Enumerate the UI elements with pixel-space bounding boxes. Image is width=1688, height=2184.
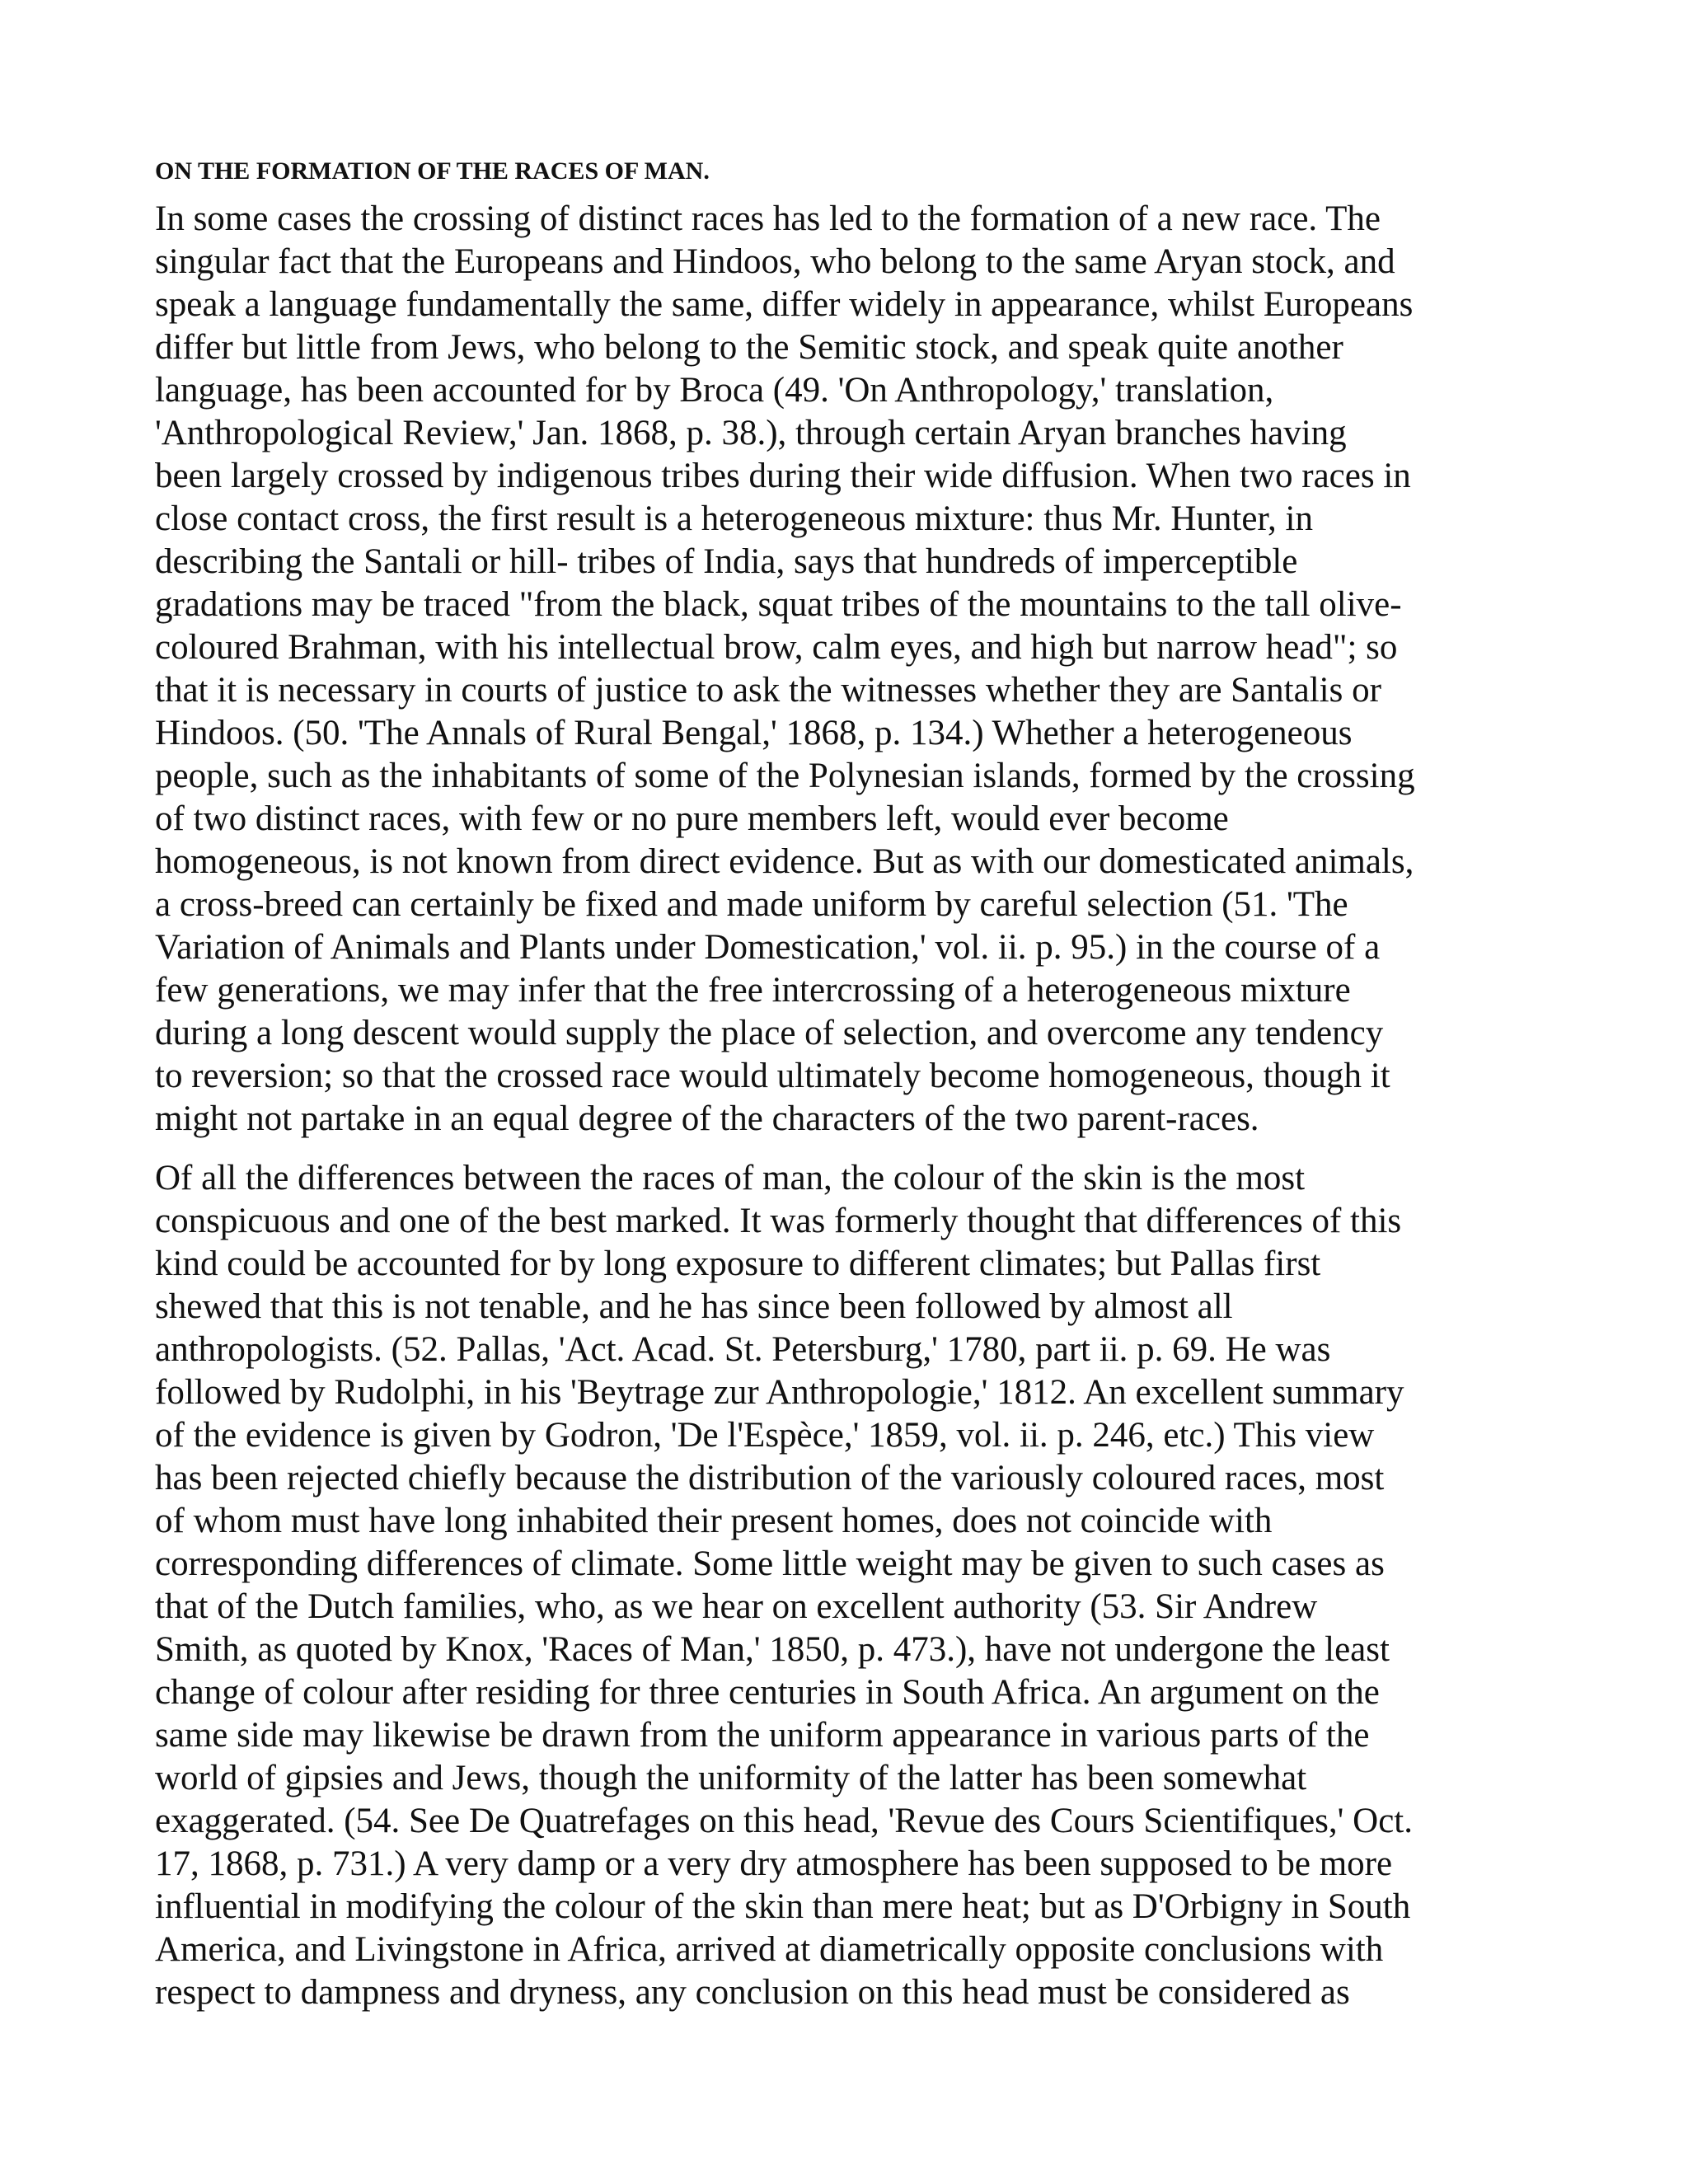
- text-line: gradations may be traced "from the black, squat tribes of the mountains to the tall olive-: [155, 585, 1402, 624]
- text-line: few generations, we may infer that the free intercrossing of a heterogeneous mixture: [155, 971, 1351, 1010]
- text-line: that it is necessary in courts of justice to ask the witnesses whether they are Santalis or: [155, 671, 1381, 710]
- text-line: homogeneous, is not known from direct evidence. But as with our domesticated animals,: [155, 842, 1414, 881]
- text-line: America, and Livingstone in Africa, arrived at diametrically opposite conclusions with: [155, 1930, 1384, 1969]
- text-line: singular fact that the Europeans and Hindoos, who belong to the same Aryan stock, and: [155, 242, 1395, 281]
- text-line: same side may likewise be drawn from the uniform appearance in various parts of the: [155, 1716, 1370, 1755]
- text-line: describing the Santali or hill- tribes of India, says that hundreds of imperceptible: [155, 542, 1298, 581]
- text-line: 'Anthropological Review,' Jan. 1868, p. 38.), through certain Aryan branches having: [155, 414, 1347, 452]
- text-line: change of colour after residing for three centuries in South Africa. An argument on the: [155, 1673, 1380, 1712]
- text-line: conspicuous and one of the best marked. It was formerly thought that differences of this: [155, 1202, 1402, 1240]
- text-line: Variation of Animals and Plants under Domestication,' vol. ii. p. 95.) in the course of a: [155, 928, 1381, 967]
- text-line: exaggerated. (54. See De Quatrefages on this head, 'Revue des Cours Scientifiques,' Oct.: [155, 1802, 1413, 1840]
- text-line: a cross-breed can certainly be fixed and made uniform by careful selection (51. 'The: [155, 885, 1348, 924]
- text-line: been largely crossed by indigenous tribes during their wide diffusion. When two races in: [155, 457, 1411, 495]
- text-line: of two distinct races, with few or no pure members left, would ever become: [155, 799, 1229, 838]
- document-page: [155, 155, 1523, 2014]
- paragraph-1: [155, 198, 1523, 1141]
- text-line: In some cases the crossing of distinct races has led to the formation of a new race. The: [155, 199, 1381, 238]
- paragraph-2: [155, 1157, 1523, 2014]
- text-line: close contact cross, the first result is a heterogeneous mixture: thus Mr. Hunter, in: [155, 499, 1313, 538]
- text-line: during a long descent would supply the place of selection, and overcome any tendency: [155, 1014, 1384, 1052]
- text-line: world of gipsies and Jews, though the uniformity of the latter has been somewhat: [155, 1759, 1307, 1797]
- text-line: differ but little from Jews, who belong to the Semitic stock, and speak quite another: [155, 328, 1343, 367]
- text-line: Hindoos. (50. 'The Annals of Rural Bengal,' 1868, p. 134.) Whether a heterogeneous: [155, 714, 1353, 752]
- text-line: corresponding differences of climate. Some little weight may be given to such cases as: [155, 1544, 1385, 1583]
- text-line: to reversion; so that the crossed race would ultimately become homogeneous, though it: [155, 1057, 1390, 1095]
- chapter-heading: ON THE FORMATION OF THE RACES OF MAN.: [155, 157, 710, 185]
- text-line: Of all the differences between the races of man, the colour of the skin is the most: [155, 1159, 1306, 1197]
- text-line: respect to dampness and dryness, any conclusion on this head must be considered as: [155, 1973, 1350, 2012]
- text-line: 17, 1868, p. 731.) A very damp or a very dry atmosphere has been supposed to be more: [155, 1844, 1393, 1883]
- text-line: followed by Rudolphi, in his 'Beytrage zur Anthropologie,' 1812. An excellent summary: [155, 1373, 1404, 1412]
- text-line: shewed that this is not tenable, and he has since been followed by almost all: [155, 1287, 1233, 1326]
- text-line: of whom must have long inhabited their present homes, does not coincide with: [155, 1502, 1273, 1540]
- text-line: speak a language fundamentally the same, differ widely in appearance, whilst Europeans: [155, 285, 1414, 324]
- text-line: coloured Brahman, with his intellectual brow, calm eyes, and high but narrow head"; so: [155, 628, 1398, 667]
- text-line: people, such as the inhabitants of some of the Polynesian islands, formed by the crossing: [155, 757, 1415, 795]
- text-line: influential in modifying the colour of the skin than mere heat; but as D'Orbigny in South: [155, 1887, 1411, 1926]
- text-line: Smith, as quoted by Knox, 'Races of Man,' 1850, p. 473.), have not undergone the least: [155, 1630, 1390, 1669]
- text-line: might not partake in an equal degree of the characters of the two parent-races.: [155, 1099, 1259, 1138]
- text-line: kind could be accounted for by long exposure to different climates; but Pallas first: [155, 1244, 1321, 1283]
- text-line: anthropologists. (52. Pallas, 'Act. Acad. St. Petersburg,' 1780, part ii. p. 69. He was: [155, 1330, 1331, 1369]
- text-line: has been rejected chiefly because the distribution of the variously coloured races, most: [155, 1459, 1385, 1497]
- text-line: that of the Dutch families, who, as we hear on excellent authority (53. Sir Andrew: [155, 1587, 1318, 1626]
- text-line: language, has been accounted for by Broca (49. 'On Anthropology,' translation,: [155, 371, 1274, 410]
- text-line: of the evidence is given by Godron, 'De l'Espèce,' 1859, vol. ii. p. 246, etc.) This view: [155, 1416, 1375, 1455]
